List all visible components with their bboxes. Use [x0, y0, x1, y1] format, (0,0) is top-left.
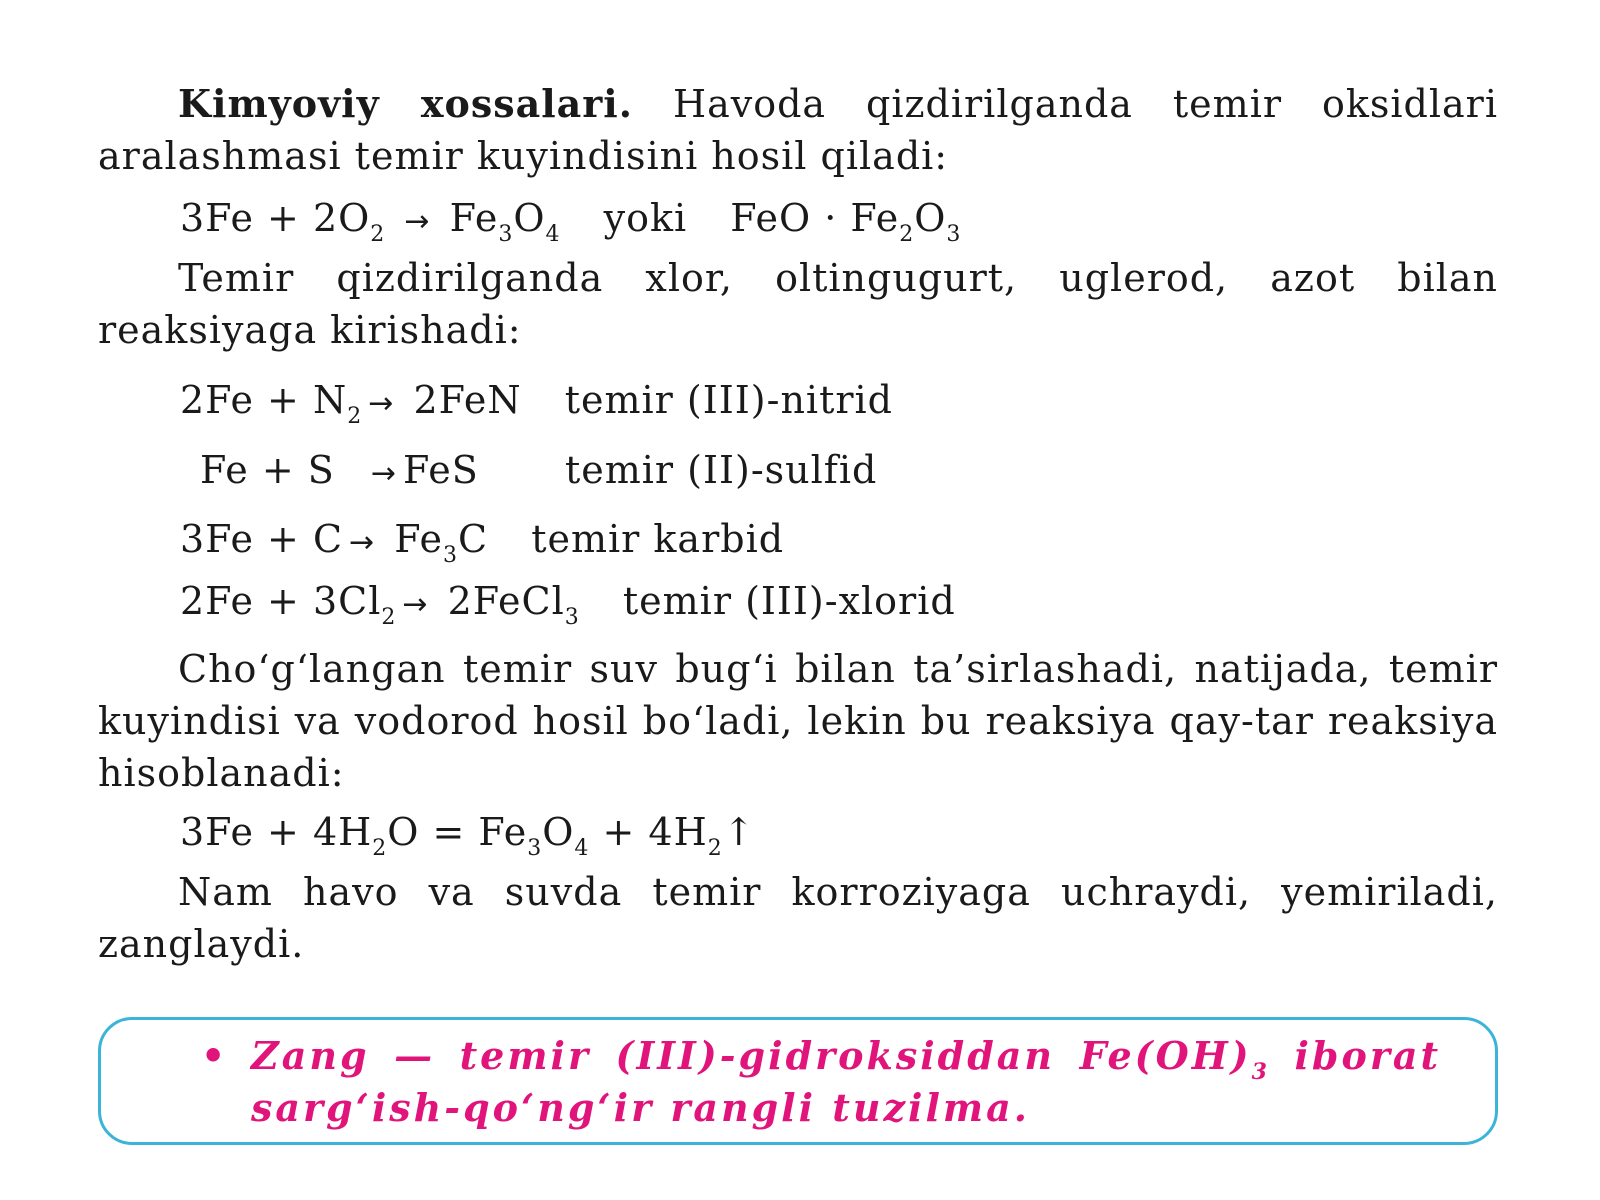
eq-part: 3Fe + 4H [180, 810, 373, 854]
reaction-name: temir (II)-sulfid [564, 448, 878, 492]
reaction-nitride [180, 376, 893, 428]
eq-lhs: 2Fe + N [180, 378, 348, 422]
note-text [251, 1030, 1441, 1134]
reaction-carbide [180, 515, 784, 567]
gas-arrow-icon: ↑ [722, 810, 756, 854]
note-box [98, 1017, 1498, 1145]
eq-sub: 2 [707, 836, 723, 861]
paragraph-text: Temir qizdirilganda xlor, oltingugurt, uglerod, azot bilan reaksiyaga kirishadi: [98, 256, 1498, 352]
paragraph-corrosion [98, 866, 1498, 970]
arrow-icon: → [349, 525, 376, 560]
eq-product: FeS [402, 448, 479, 492]
reaction-sulfide [200, 446, 877, 498]
paragraph-chemical-properties [98, 78, 1498, 182]
reaction-name: temir (III)-xlorid [622, 579, 956, 623]
arrow-icon: → [368, 386, 395, 421]
paragraph-reactions-intro [98, 252, 1498, 356]
eq-product: Fe [394, 517, 444, 561]
eq-product: O [513, 196, 546, 240]
eq-part: O = Fe [387, 810, 528, 854]
eq-sub: 3 [443, 543, 459, 568]
eq-part: + 4H [602, 810, 708, 854]
paragraph-text: Nam havo va suvda temir korroziyaga uchraydi, yemiriladi, zanglaydi. [98, 870, 1498, 966]
eq-sub: 4 [545, 222, 561, 247]
note-sub: 3 [1251, 1059, 1270, 1085]
eq-alt: O [914, 196, 947, 240]
eq-sub: 2 [347, 404, 363, 429]
reaction-name: temir karbid [531, 517, 785, 561]
arrow-icon: → [370, 456, 397, 491]
reaction-name: temir (III)-nitrid [564, 378, 893, 422]
eq-lhs: 2Fe + 3Cl [180, 579, 382, 623]
paragraph-text: Havoda qizdirilganda temir oksidlari aralashmasi temir kuyindisini hosil qiladi: [98, 82, 1498, 178]
eq-lhs: Fe + S [200, 448, 335, 492]
eq-sub: 2 [372, 836, 388, 861]
eq-product: Fe [449, 196, 499, 240]
eq-product: C [458, 517, 489, 561]
eq-sub: 4 [574, 836, 590, 861]
eq-lhs: 3Fe + C [180, 517, 344, 561]
eq-sub: 3 [946, 222, 962, 247]
paragraph-steam-reaction [98, 643, 1498, 799]
note-part: iborat sarg‘ish-qo‘ng‘ir rangli tuzilma. [251, 1033, 1442, 1130]
section-heading: Kimyoviy xossalari. [178, 81, 633, 126]
paragraph-text: Cho‘g‘langan temir suv bug‘i bilan ta’sirlashadi, natijada, temir kuyindisi va vodorod hosil bo‘ladi, lekin bu reaksiya qay-tar reaksiya hisoblanadi: [98, 647, 1498, 795]
bullet-icon: • [201, 1033, 226, 1078]
eq-sub: 2 [370, 222, 386, 247]
eq-sub: 2 [381, 605, 397, 630]
eq-lhs: 3Fe + 2O [180, 196, 371, 240]
eq-sub: 3 [498, 222, 514, 247]
arrow-icon: → [404, 204, 431, 239]
eq-sub: 2 [899, 222, 915, 247]
note-part: Zang — temir (III)-gidroksiddan Fe(OH) [251, 1033, 1252, 1078]
equation-iron-oxidation [180, 194, 961, 246]
eq-conjunction: yoki [603, 196, 688, 240]
eq-sub: 3 [527, 836, 543, 861]
eq-product: 2FeN [413, 378, 522, 422]
eq-part: O [542, 810, 575, 854]
eq-alt: FeO · Fe [730, 196, 900, 240]
equation-steam [180, 808, 756, 861]
arrow-icon: → [402, 587, 429, 622]
reaction-chloride [180, 577, 956, 629]
eq-sub: 3 [564, 605, 580, 630]
eq-product: 2FeCl [447, 579, 565, 623]
